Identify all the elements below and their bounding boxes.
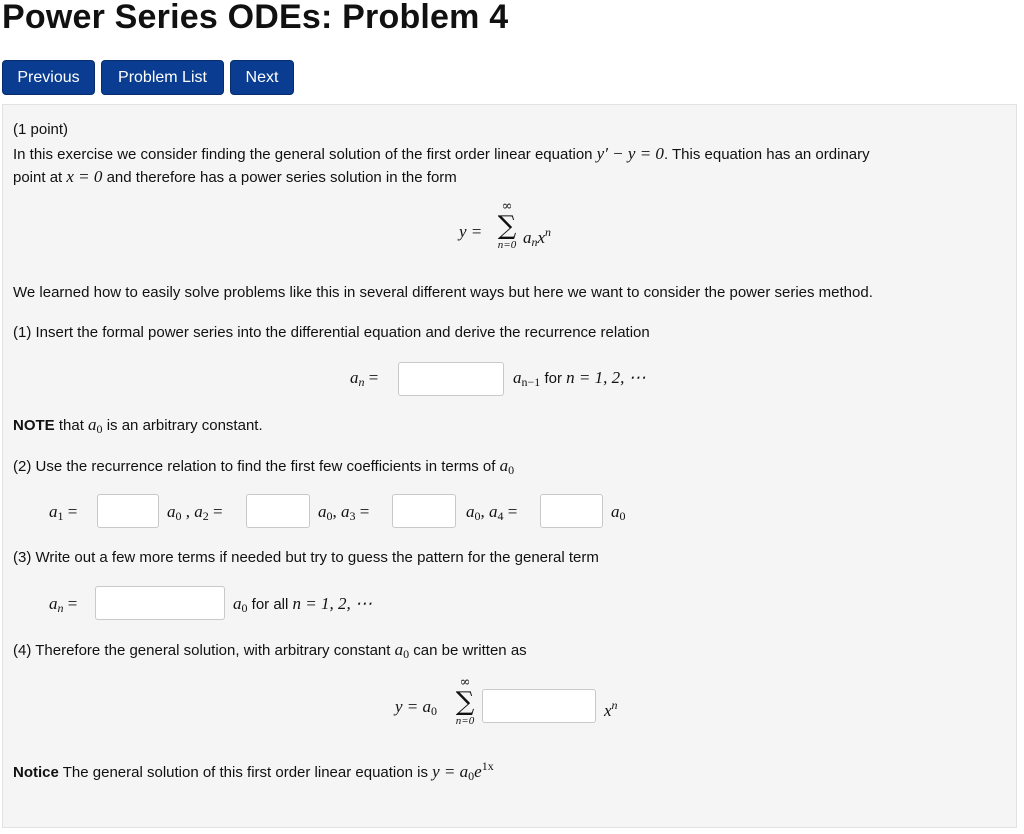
learned-text: We learned how to easily solve problems like this in several different ways but here we want to consider the power series method. [13, 284, 873, 301]
note-text: NOTE that $a_0$ is an arbitrary constant. [13, 415, 263, 436]
recurrence-input[interactable] [398, 362, 504, 396]
a4-input[interactable] [540, 494, 603, 528]
general-term-rhs: $a_0$ for all n = 1, 2, ⋯ [233, 594, 373, 615]
problem-panel [2, 104, 1017, 828]
points-label: (1 point) [13, 121, 69, 138]
notice-text: Notice The general solution of this first order linear equation is $y = a_0e^{1x}$ [13, 759, 494, 783]
problem-nav [2, 60, 294, 95]
a2-label: $a_0$ , $a_2$ = [167, 502, 223, 523]
step1-text: (1) Insert the formal power series into the differential equation and derive the recurrence relation [13, 324, 650, 341]
series-term-input[interactable] [482, 689, 596, 723]
step2-text: (2) Use the recurrence relation to find the first few coefficients in terms of $a_0$ [13, 456, 515, 477]
a3-input[interactable] [392, 494, 456, 528]
ode-equation: y′ − y = 0 [596, 144, 664, 163]
general-term-input[interactable] [95, 586, 225, 620]
step3-text: (3) Write out a few more terms if needed but try to guess the pattern for the general term [13, 549, 599, 566]
final-series-power: $x^n$ [604, 698, 618, 720]
final-series-lhs: $y = a_0$ [395, 697, 438, 718]
series-lhs: y = [459, 222, 483, 241]
a4-suffix: $a_0$ [611, 502, 626, 523]
series-term: $a_nx^n$ [523, 225, 552, 249]
a1-label: $a_1$ = [49, 502, 78, 523]
problem-list-button[interactable]: Problem List [101, 60, 224, 95]
a3-label: $a_0$, $a_3$ = [318, 502, 370, 523]
a4-label: $a_0$, $a_4$ = [466, 502, 518, 523]
next-button[interactable]: Next [230, 60, 294, 95]
recurrence-rhs: $a_{n-1}$ for n = 1, 2, ⋯ [513, 368, 646, 389]
previous-button[interactable]: Previous [2, 60, 95, 95]
final-sum-symbol: ∞ ∑ n=0 [455, 675, 475, 727]
intro-line-2: point at x = 0 and therefore has a power series solution in the form [13, 167, 457, 186]
ordinary-point: x = 0 [66, 167, 103, 186]
a1-input[interactable] [97, 494, 159, 528]
recurrence-lhs: $a_n$ = [350, 368, 379, 389]
general-term-lhs: $a_n$ = [49, 594, 78, 615]
step4-text: (4) Therefore the general solution, with arbitrary constant $a_0$ can be written as [13, 640, 527, 661]
page-title: Power Series ODEs: Problem 4 [2, 0, 509, 36]
intro-line-1: In this exercise we consider finding the general solution of the first order linear equation y′ − y = 0. This equation has an ordinary [13, 144, 870, 163]
sum-symbol: ∞ ∑ n=0 [497, 199, 517, 251]
a2-input[interactable] [246, 494, 310, 528]
